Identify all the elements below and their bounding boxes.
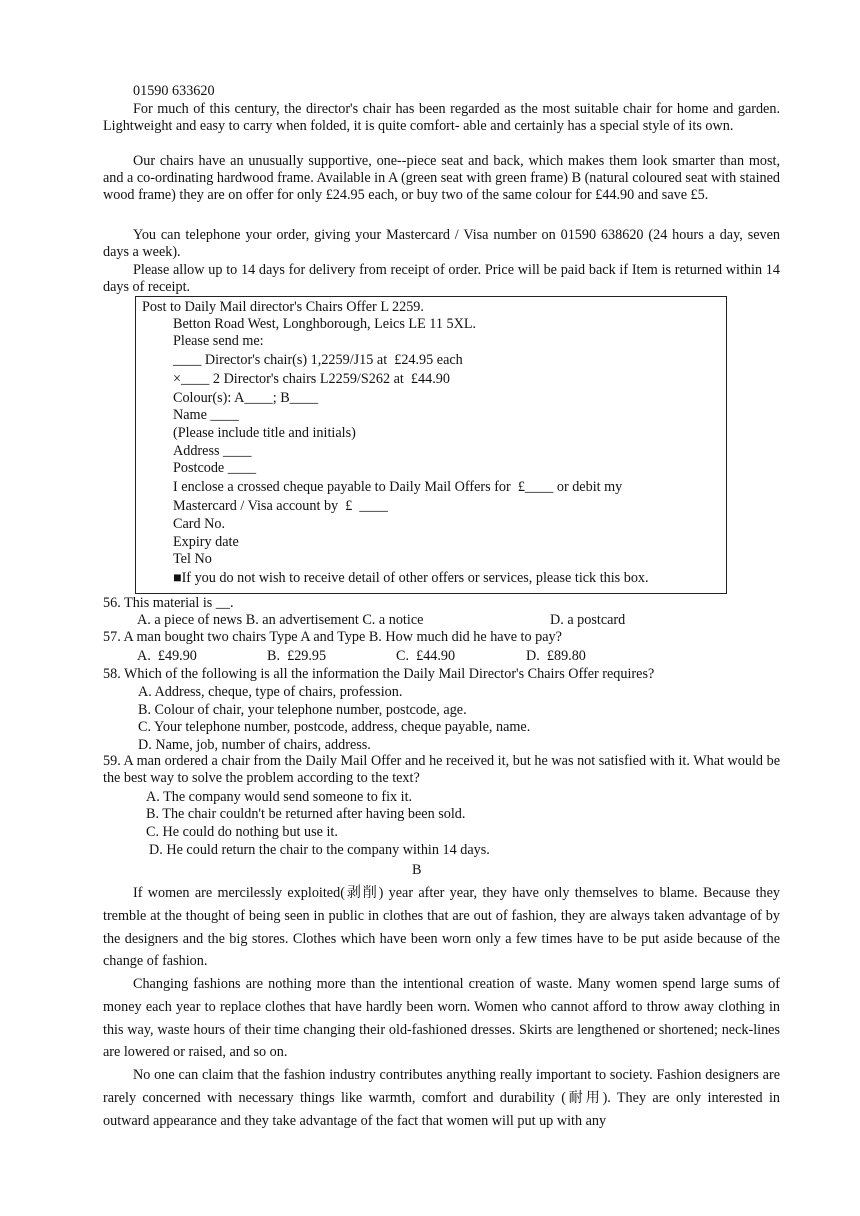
question-58-option-a: A. Address, cheque, type of chairs, profession.	[138, 684, 403, 700]
question-57-option-a: A. £49.90	[137, 648, 197, 664]
form-line-expiry: Expiry date	[173, 534, 239, 550]
question-59-option-b: B. The chair couldn't be returned after having been sold.	[146, 806, 466, 822]
question-57-option-d: D. £89.80	[526, 648, 586, 664]
form-line-tick-box: ■If you do not wish to receive detail of other offers or services, please tick this box.	[173, 570, 649, 586]
form-line-tel: Tel No	[173, 551, 212, 567]
form-line-cheque: I enclose a crossed cheque payable to Daily Mail Offers for £____ or debit my	[173, 479, 623, 495]
form-line-address: Betton Road West, Longhborough, Leics LE 11 5XL.	[173, 316, 477, 332]
question-58-option-b: B. Colour of chair, your telephone number, postcode, age.	[138, 702, 467, 718]
form-line-colours: Colour(s): A____; B____	[173, 390, 319, 406]
passage-a-paragraph-4: Please allow up to 14 days for delivery from receipt of order. Price will be paid back if Item is returned within 14 days of receipt.	[103, 262, 780, 296]
form-line-please-send: Please send me:	[173, 333, 264, 349]
question-56-options-abc: A. a piece of news B. an advertisement C. a notice	[137, 612, 424, 628]
form-line-two-chairs: ×____ 2 Director's chairs L2259/S262 at £44.90	[173, 371, 450, 387]
passage-a-paragraph-1: For much of this century, the director's chair has been regarded as the most suitable chair for home and garden. Lightweight and easy to carry when folded, it is quite comfort- able and certainly has a special style of its own.	[103, 101, 780, 135]
form-line-post-to: Post to Daily Mail director's Chairs Offer L 2259.	[142, 299, 424, 315]
form-line-title-note: (Please include title and initials)	[173, 425, 356, 441]
passage-b-paragraph-3: No one can claim that the fashion industry contributes anything really important to society. Fashion designers are rarely concerned with necessary things like warmth, comfort and durability (耐用). They are only interested in outward appearance and they take advantage of the fact that women will put up with any	[103, 1067, 780, 1129]
question-59-option-d: D. He could return the chair to the company within 14 days.	[149, 842, 490, 858]
question-59-option-a: A. The company would send someone to fix it.	[146, 789, 413, 805]
question-56-stem: 56. This material is __.	[103, 595, 234, 611]
passage-a-paragraph-2: Our chairs have an unusually supportive, one--piece seat and back, which makes them look smarter than most, and a co-ordinating hardwood frame. Available in A (green seat with green frame) B (natural coloured seat with stained wood frame) they are on offer for only £24.95 each, or buy two of the same colour for £44.90 and save £5.	[103, 153, 780, 204]
form-line-account: Mastercard / Visa account by £ ____	[173, 498, 388, 514]
question-57-option-c: C. £44.90	[396, 648, 456, 664]
section-b-heading: B	[412, 862, 422, 878]
question-59-option-c: C. He could do nothing but use it.	[146, 824, 338, 840]
phone-header: 01590 633620	[133, 83, 215, 99]
passage-b-paragraph-1: If women are mercilessly exploited(剥削) year after year, they have only themselves to blame. Because they tremble at the thought of being seen in public in clothes that are out of fashion, they are always taken advantage of by the designers and the big stores. Clothes which have been worn only a few times have to be put aside because of the change of fashion.	[103, 885, 780, 970]
passage-b-paragraph-2: Changing fashions are nothing more than the intentional creation of waste. Many women spend large sums of money each year to replace clothes that have hardly been worn. Women who cannot afford to throw away clothing in this way, waste hours of their time changing their old-fashioned dresses. Skirts are lengthened or shortened; neck-lines are lowered or raised, and so on.	[103, 976, 780, 1061]
form-line-name: Name ____	[173, 407, 239, 423]
question-59-stem: 59. A man ordered a chair from the Daily Mail Offer and he received it, but he was not satisfied with it. What would be the best way to solve the problem according to the text?	[103, 753, 780, 787]
question-57-option-b: B. £29.95	[267, 648, 327, 664]
form-line-address-field: Address ____	[173, 443, 252, 459]
question-58-option-d: D. Name, job, number of chairs, address.	[138, 737, 371, 753]
question-58-option-c: C. Your telephone number, postcode, address, cheque payable, name.	[138, 719, 531, 735]
question-56-option-d: D. a postcard	[550, 612, 626, 628]
form-line-card-no: Card No.	[173, 516, 226, 532]
question-57-stem: 57. A man bought two chairs Type A and Type B. How much did he have to pay?	[103, 629, 562, 645]
form-line-single-chair: ____ Director's chair(s) 1,2259/J15 at £24.95 each	[173, 352, 463, 368]
form-line-postcode: Postcode ____	[173, 460, 257, 476]
passage-a-paragraph-3: You can telephone your order, giving your Mastercard / Visa number on 01590 638620 (24 hours a day, seven days a week).	[103, 227, 780, 261]
question-58-stem: 58. Which of the following is all the information the Daily Mail Director's Chairs Offer requires?	[103, 666, 655, 682]
